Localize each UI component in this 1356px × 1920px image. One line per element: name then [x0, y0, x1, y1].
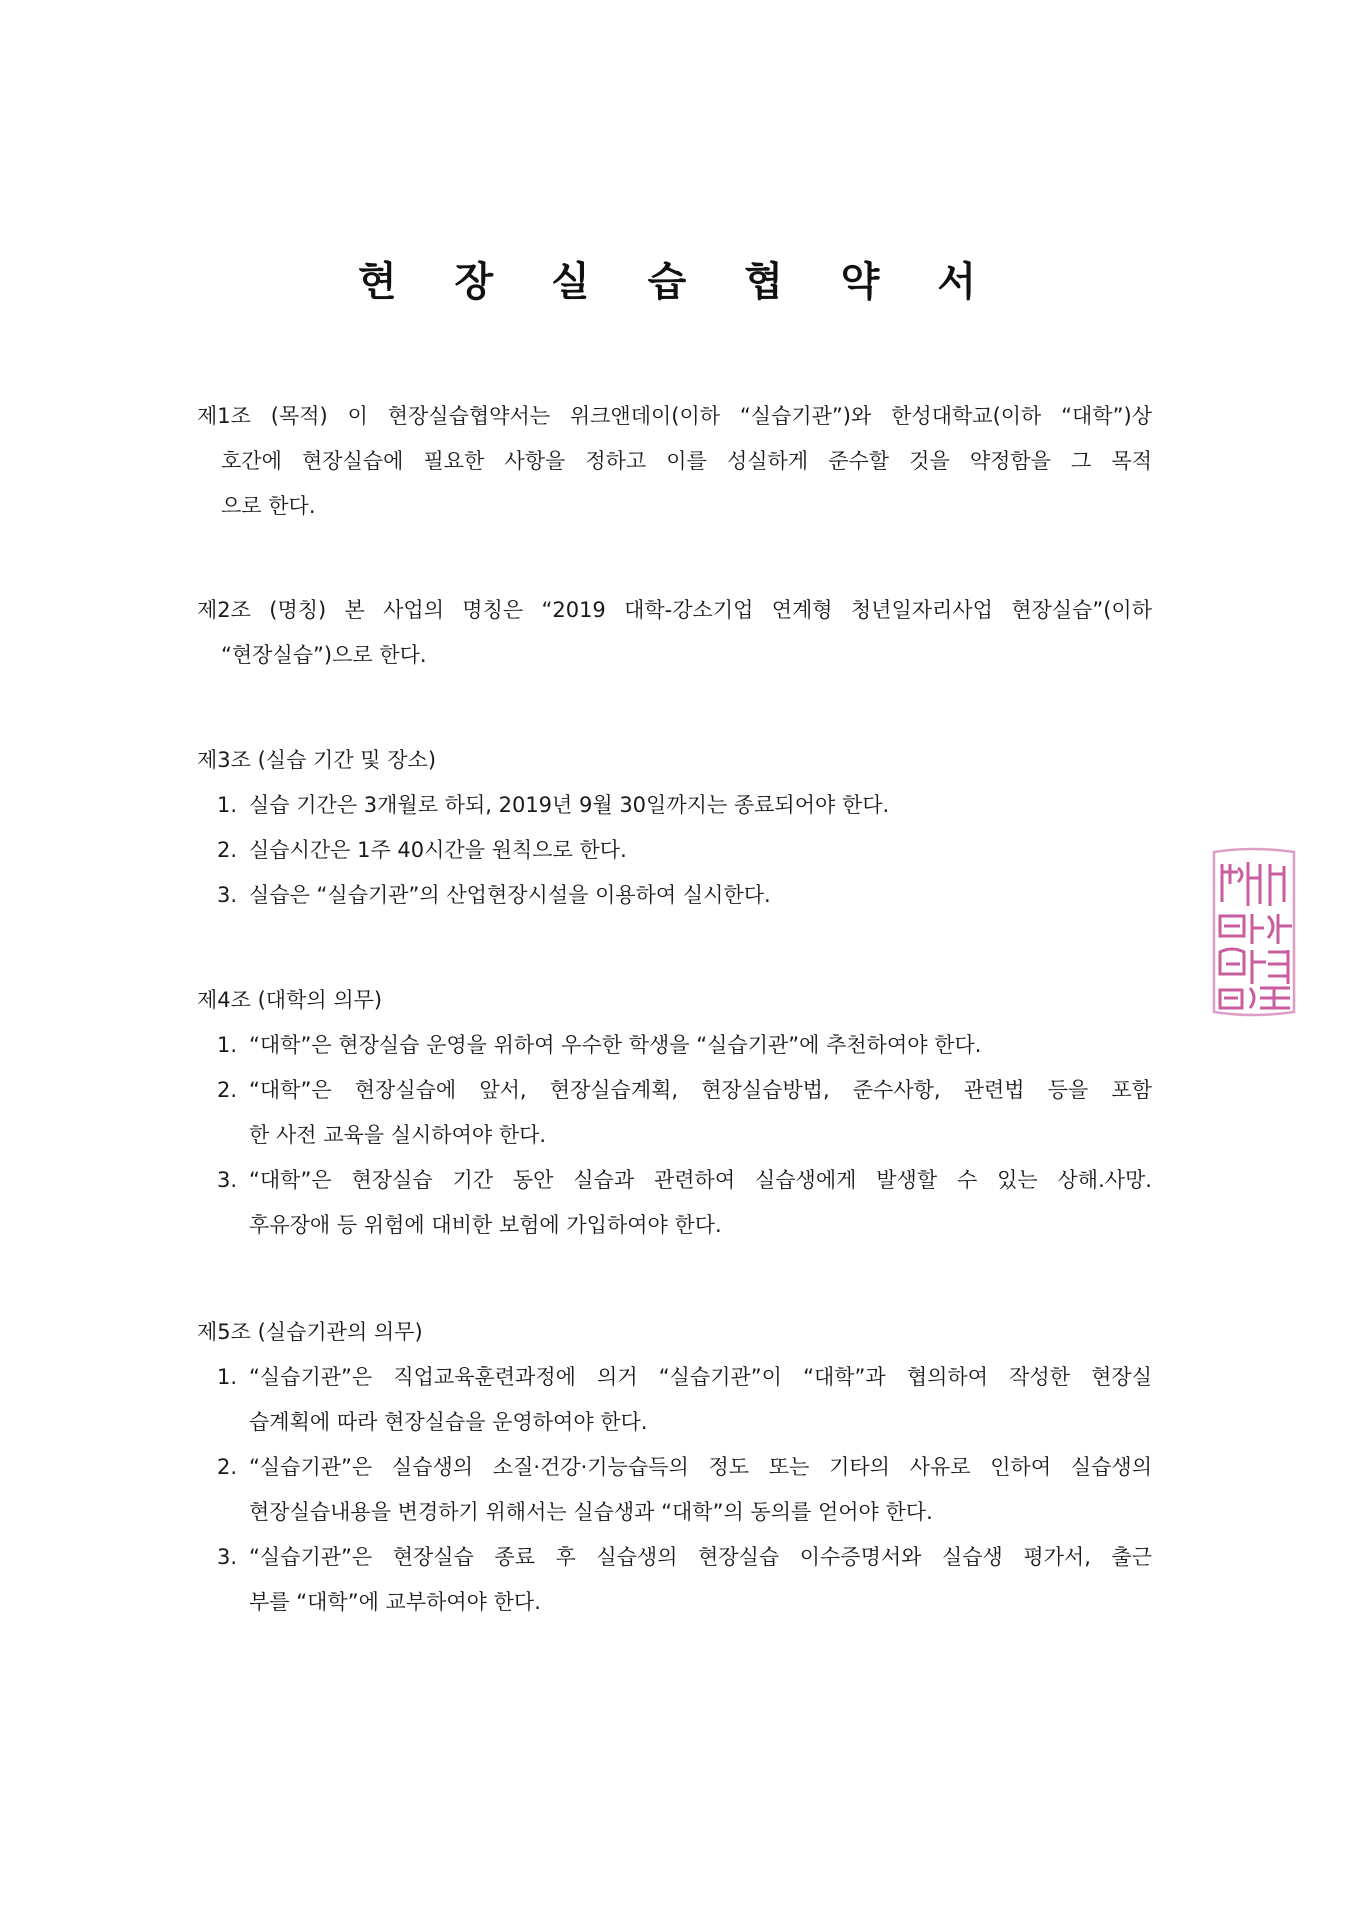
seal-stamp [1208, 846, 1296, 1018]
article-5-item-2 [197, 1445, 1152, 1535]
item-text: “실습기관”은 현장실습 종료 후 실습생의 현장실습 이수증명서와 실습생 평가서, 출근 [249, 1545, 1152, 1569]
item-text-continued: 현장실습내용을 변경하기 위해서는 실습생과 “대학”의 동의를 얻어야 한다. [249, 1500, 933, 1524]
item-text: 실습시간은 1주 40시간을 원칙으로 한다. [249, 838, 627, 862]
item-text-continued: 한 사전 교육을 실시하여야 한다. [249, 1123, 547, 1147]
article-4-item-2 [197, 1068, 1152, 1158]
item-number: 2. [217, 1078, 238, 1102]
article-3-item-3 [197, 873, 1152, 918]
item-text: 실습은 “실습기관”의 산업현장시설을 이용하여 실시한다. [249, 883, 771, 907]
article-3 [197, 738, 1152, 918]
article-4-heading: 제4조 (대학의 의무) [197, 988, 383, 1012]
item-number: 1. [217, 1033, 238, 1057]
article-4 [197, 978, 1152, 1248]
item-number: 2. [217, 1455, 238, 1479]
item-number: 1. [217, 793, 238, 817]
item-number: 1. [217, 1365, 238, 1389]
item-number: 3. [217, 1545, 238, 1569]
item-number: 3. [217, 1168, 238, 1192]
item-text-continued: 부를 “대학”에 교부하여야 한다. [249, 1590, 541, 1614]
article-2 [197, 588, 1152, 678]
item-text: “대학”은 현장실습 운영을 위하여 우수한 학생을 “실습기관”에 추천하여야 한다. [249, 1033, 982, 1057]
item-text-continued: 후유장애 등 위험에 대비한 보험에 가입하여야 한다. [249, 1213, 722, 1237]
item-text-continued: 습계획에 따라 현장실습을 운영하여야 한다. [249, 1410, 648, 1434]
seal-stamp-strokes [1214, 849, 1294, 1015]
article-2-line-2: “현장실습”)으로 한다. [221, 643, 427, 667]
document-title: 현 장 실 습 협 약 서 [357, 259, 999, 305]
item-text: 실습 기간은 3개월로 하되, 2019년 9월 30일까지는 종료되어야 한다. [249, 793, 890, 817]
item-number: 2. [217, 838, 238, 862]
article-1-line-1: 제1조 (목적) 이 현장실습협약서는 위크앤데이(이하 “실습기관”)와 한성대학교(이하 “대학”)상 [197, 404, 1152, 428]
article-5-item-3 [197, 1535, 1152, 1625]
article-5-items [197, 1355, 1152, 1625]
article-1 [197, 394, 1152, 529]
article-1-line-3: 으로 한다. [221, 494, 316, 518]
article-5 [197, 1310, 1152, 1625]
item-text: “실습기관”은 직업교육훈련과정에 의거 “실습기관”이 “대학”과 협의하여 작성한 현장실 [249, 1365, 1152, 1389]
item-text: “대학”은 현장실습에 앞서, 현장실습계획, 현장실습방법, 준수사항, 관련법 등을 포함 [249, 1078, 1152, 1102]
article-3-item-2 [197, 828, 1152, 873]
item-number: 3. [217, 883, 238, 907]
article-1-line-2: 호간에 현장실습에 필요한 사항을 정하고 이를 성실하게 준수할 것을 약정함을 그 목적 [221, 449, 1152, 473]
article-3-item-1 [197, 783, 1152, 828]
article-4-items [197, 1023, 1152, 1248]
item-text: “대학”은 현장실습 기간 동안 실습과 관련하여 실습생에게 발생할 수 있는 상해.사망. [249, 1168, 1152, 1192]
article-4-item-1 [197, 1023, 1152, 1068]
article-3-items [197, 783, 1152, 918]
article-5-heading: 제5조 (실습기관의 의무) [197, 1320, 423, 1344]
article-4-item-3 [197, 1158, 1152, 1248]
article-3-heading: 제3조 (실습 기간 및 장소) [197, 748, 437, 772]
item-text: “실습기관”은 실습생의 소질·건강·기능습득의 정도 또는 기타의 사유로 인하여 실습생의 [249, 1455, 1152, 1479]
article-2-line-1: 제2조 (명칭) 본 사업의 명칭은 “2019 대학-강소기업 연계형 청년일자리사업 현장실습”(이하 [197, 598, 1152, 622]
article-5-item-1 [197, 1355, 1152, 1445]
